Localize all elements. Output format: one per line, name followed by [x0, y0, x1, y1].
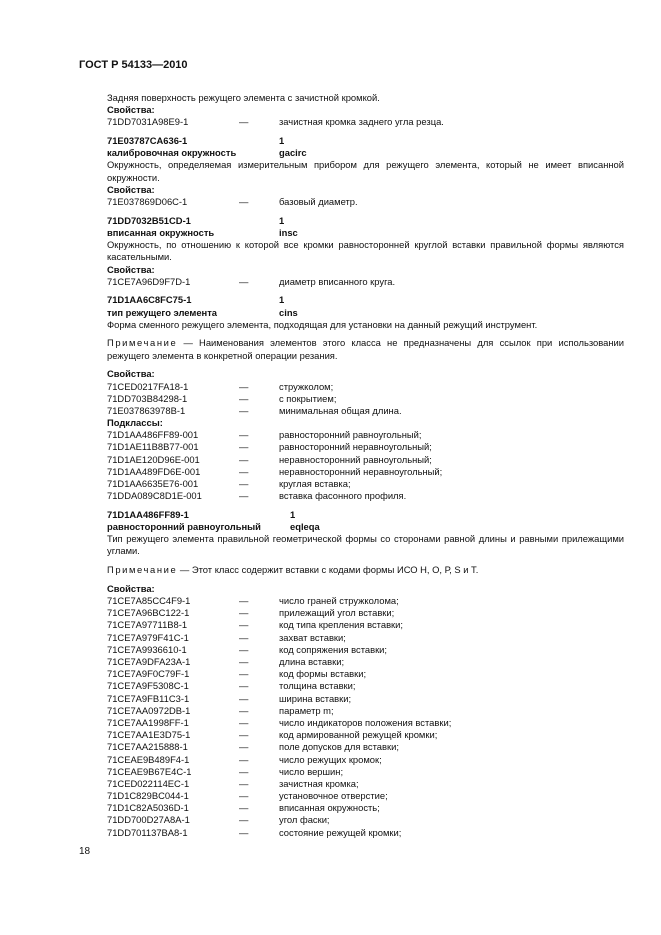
note-dash: —	[179, 564, 190, 576]
property-dash: —	[239, 275, 249, 287]
property-description: равносторонний неравноугольный;	[279, 441, 432, 453]
property-dash: —	[239, 392, 249, 404]
property-dash: —	[239, 741, 249, 753]
property-row	[79, 381, 624, 393]
property-row	[79, 790, 624, 802]
definition-text: Тип режущего элемента правильной геометрической формы со сторонами равной длины и равными прилежащими углами.	[107, 533, 624, 557]
class-code-row	[79, 135, 624, 147]
property-dash: —	[239, 826, 249, 838]
property-code: 71DD703B84298-1	[107, 392, 188, 404]
property-description: вписанная окружность;	[279, 802, 380, 814]
property-dash: —	[239, 814, 249, 826]
class-name: тип режущего элемента	[107, 306, 218, 318]
property-dash: —	[239, 619, 249, 631]
property-dash: —	[239, 441, 249, 453]
property-code: 71E037863978B-1	[107, 404, 186, 416]
property-row	[79, 466, 624, 478]
class-code: 71D1AA486FF89-1	[107, 508, 189, 520]
class-version: 1	[279, 294, 285, 306]
property-description: поле допусков для вставки;	[279, 741, 399, 753]
property-list	[79, 196, 624, 208]
property-row	[79, 276, 624, 288]
property-row	[79, 405, 624, 417]
page-number: 18	[79, 846, 91, 857]
property-list	[79, 276, 624, 288]
note-label: Примечание	[107, 564, 178, 576]
property-code: 71CE7A9DFA23A-1	[107, 656, 191, 667]
property-dash: —	[239, 196, 249, 208]
class-name: вписанная окружность	[107, 226, 215, 238]
property-row	[79, 778, 624, 790]
property-description: минимальная общая длина.	[279, 404, 402, 416]
property-code: 71D1C829BC044-1	[107, 790, 189, 802]
property-description: неравносторонний неравноугольный;	[279, 465, 443, 477]
property-description: зачистная кромка;	[279, 777, 359, 789]
properties-label: Свойства:	[107, 368, 155, 380]
property-description: прилежащий угол вставки;	[279, 607, 395, 619]
property-code: 71D1AA486FF89-001	[107, 429, 199, 441]
property-code: 71DD701137BA8-1	[107, 826, 188, 838]
property-row	[79, 607, 624, 619]
note-paragraph	[79, 564, 624, 576]
property-row	[79, 595, 624, 607]
property-row	[79, 741, 624, 753]
property-code: 71D1AA6635E76-001	[107, 478, 199, 490]
property-dash: —	[239, 631, 249, 643]
class-name: калибровочная окружность	[107, 147, 237, 159]
property-code: 71D1AE11B8B77-001	[107, 441, 199, 453]
property-code: 71CE7A9936610-1	[107, 643, 187, 655]
class-name-row	[79, 147, 624, 159]
property-row	[79, 680, 624, 692]
property-list	[79, 595, 624, 839]
property-code: 71D1AE120D96E-001	[107, 453, 200, 465]
properties-label: Свойства:	[107, 582, 155, 594]
property-row	[79, 717, 624, 729]
property-description: диаметр вписанного круга.	[279, 275, 396, 287]
property-code: 71CE7A9F0C79F-1	[107, 668, 190, 680]
property-code: 71CE7A96D9F7D-1	[107, 275, 191, 287]
document-body	[79, 92, 624, 839]
class-symbol: gacirc	[279, 147, 307, 159]
property-dash: —	[239, 802, 249, 814]
class-code-row	[79, 215, 624, 227]
property-description: ширина вставки;	[279, 692, 352, 704]
property-list	[79, 116, 624, 128]
property-dash: —	[239, 465, 249, 477]
properties-label: Свойства:	[107, 183, 155, 195]
property-description: состояние режущей кромки;	[279, 826, 402, 838]
property-description: толщина вставки;	[279, 680, 356, 692]
class-name: равносторонний равноугольный	[107, 521, 261, 533]
class-code-row	[79, 509, 624, 521]
property-code: 71CE7AA215888-1	[107, 741, 188, 753]
class-code: 71DD7032B51CD-1	[107, 214, 191, 226]
property-dash: —	[239, 753, 249, 765]
property-description: число режущих кромок;	[279, 753, 382, 765]
property-row	[79, 693, 624, 705]
property-code: 71CE7A96BC122-1	[107, 607, 190, 619]
property-dash: —	[239, 607, 249, 619]
definition-text: Окружность, определяемая измерительным прибором для режущего элемента, который не имеет вписанной окружности.	[107, 159, 624, 183]
class-version: 1	[279, 135, 285, 147]
property-description: захват вставки;	[279, 631, 346, 643]
property-row	[79, 619, 624, 631]
property-description: код армированной режущей кромки;	[279, 729, 438, 741]
property-dash: —	[239, 680, 249, 692]
property-row	[79, 196, 624, 208]
property-code: 71DD7031A98E9-1	[107, 116, 189, 128]
property-description: угол фаски;	[279, 814, 330, 826]
property-code: 71CE7AA1E3D75-1	[107, 729, 191, 741]
property-code: 71E037869D06C-1	[107, 196, 188, 208]
note-paragraph	[79, 337, 624, 361]
property-code: 71CE7AA0972DB-1	[107, 704, 191, 716]
property-list	[79, 381, 624, 418]
property-code: 71DDA089C8D1E-001	[107, 490, 202, 502]
property-dash: —	[239, 729, 249, 741]
property-dash: —	[239, 704, 249, 716]
property-description: стружколом;	[279, 380, 334, 392]
property-row	[79, 116, 624, 128]
property-row	[79, 429, 624, 441]
property-dash: —	[239, 116, 249, 128]
property-dash: —	[239, 380, 249, 392]
note-text: Этот класс содержит вставки с кодами формы ИСО Н, О, Р, S и Т.	[191, 564, 479, 576]
definition-text: Форма сменного режущего элемента, подходящая для установки на данный режущий инструмент.	[107, 318, 538, 330]
class-symbol: eqleqa	[290, 521, 320, 533]
property-description: круглая вставка;	[279, 478, 351, 490]
property-code: 71CE7A9FB11C3-1	[107, 692, 190, 704]
property-dash: —	[239, 765, 249, 777]
property-description: код формы вставки;	[279, 668, 367, 680]
property-dash: —	[239, 478, 249, 490]
property-row	[79, 490, 624, 502]
property-row	[79, 814, 624, 826]
property-description: равносторонний равноугольный;	[279, 429, 422, 441]
property-dash: —	[239, 790, 249, 802]
property-row	[79, 668, 624, 680]
property-dash: —	[239, 429, 249, 441]
property-dash: —	[239, 668, 249, 680]
property-description: код типа крепления вставки;	[279, 619, 403, 631]
properties-label: Свойства:	[107, 104, 155, 116]
document-header: ГОСТ Р 54133—2010	[79, 59, 188, 71]
property-dash: —	[239, 643, 249, 655]
property-code: 71CEAE9B489F4-1	[107, 753, 190, 765]
property-row	[79, 802, 624, 814]
property-description: базовый диаметр.	[279, 196, 358, 208]
property-code: 71CE7AA1998FF-1	[107, 716, 189, 728]
class-symbol: insc	[279, 226, 298, 238]
property-description: вставка фасонного профиля.	[279, 490, 407, 502]
property-description: код сопряжения вставки;	[279, 643, 388, 655]
property-row	[79, 766, 624, 778]
class-version: 1	[290, 508, 296, 520]
property-row	[79, 705, 624, 717]
property-row	[79, 393, 624, 405]
property-code: 71CE7A85CC4F9-1	[107, 595, 191, 607]
property-dash: —	[239, 595, 249, 607]
property-row	[79, 644, 624, 656]
property-description: число граней стружколома;	[279, 595, 399, 607]
property-code: 71CE7A97711B8-1	[107, 619, 188, 631]
property-row	[79, 632, 624, 644]
property-code: 71CEAE9B67E4C-1	[107, 765, 192, 777]
class-name-row	[79, 227, 624, 239]
property-row	[79, 754, 624, 766]
property-dash: —	[239, 692, 249, 704]
class-name-row	[79, 307, 624, 319]
property-code: 71CE7A9F5308C-1	[107, 680, 189, 692]
definition-text: Задняя поверхность режущего элемента с зачистной кромкой.	[107, 92, 380, 103]
class-version: 1	[279, 214, 285, 226]
property-description: зачистная кромка заднего угла резца.	[279, 116, 444, 128]
note-text: Наименования элементов этого класса не предназначены для ссылок при использовании режущего элемента в конкретной операции резания.	[107, 337, 625, 361]
properties-label: Свойства:	[107, 263, 155, 275]
property-description: число вершин;	[279, 765, 344, 777]
property-description: число индикаторов положения вставки;	[279, 716, 452, 728]
property-dash: —	[239, 404, 249, 416]
property-dash: —	[239, 453, 249, 465]
property-dash: —	[239, 777, 249, 789]
property-code: 71DD700D27A8A-1	[107, 814, 190, 826]
subclasses-label: Подклассы:	[107, 417, 163, 429]
property-code: 71CED0217FA18-1	[107, 380, 189, 392]
property-dash: —	[239, 716, 249, 728]
property-code: 71D1AA489FD6E-001	[107, 465, 201, 477]
property-description: длина вставки;	[279, 656, 345, 667]
property-description: с покрытием;	[279, 392, 337, 404]
class-code-row	[79, 294, 624, 306]
property-row	[79, 656, 624, 668]
note-label: Примечание	[107, 337, 178, 349]
class-code: 71E03787CA636-1	[107, 135, 188, 147]
subclass-list	[79, 429, 624, 502]
note-dash: —	[183, 337, 193, 349]
property-description: параметр m;	[279, 704, 334, 716]
property-dash: —	[239, 656, 249, 667]
property-description: неравносторонний равноугольный;	[279, 453, 432, 465]
class-symbol: cins	[279, 306, 298, 318]
property-dash: —	[239, 490, 249, 502]
property-code: 71CE7A979F41C-1	[107, 631, 189, 643]
property-description: установочное отверстие;	[279, 790, 388, 802]
property-row	[79, 441, 624, 453]
definition-text: Окружность, по отношению к которой все кромки равносторонней круглой вставки правильной формы являются касательными.	[107, 239, 624, 263]
property-code: 71CED022114EC-1	[107, 777, 190, 789]
class-name-row	[79, 521, 624, 533]
property-code: 71D1C82A5036D-1	[107, 802, 189, 814]
property-row	[79, 478, 624, 490]
property-row	[79, 729, 624, 741]
class-code: 71D1AA6C8FC75-1	[107, 294, 192, 306]
property-row	[79, 827, 624, 839]
property-row	[79, 454, 624, 466]
